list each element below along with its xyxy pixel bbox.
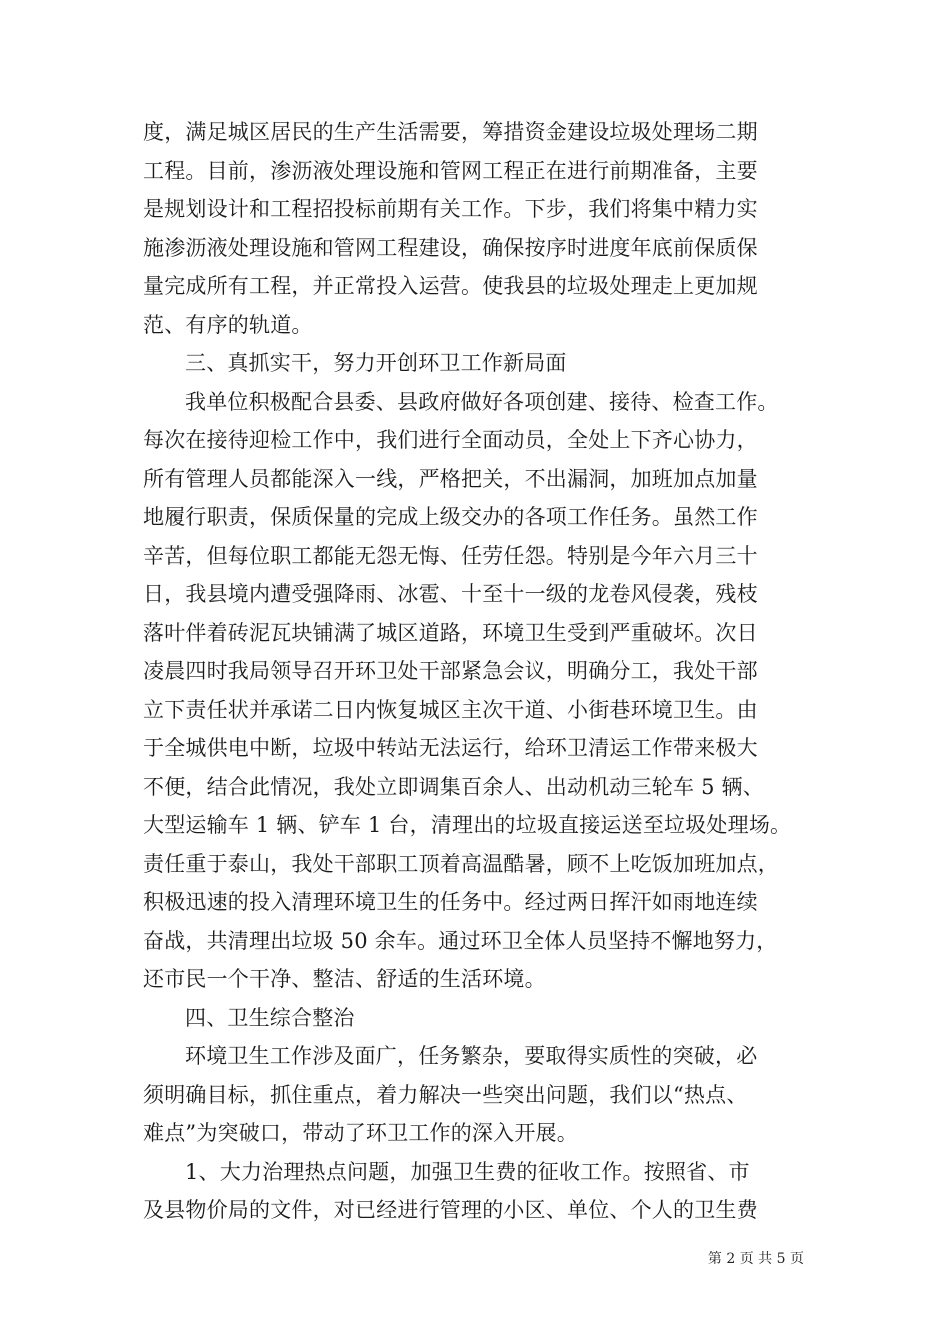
text-line: 环境卫生工作涉及面广，任务繁杂，要取得实质性的突破，必	[185, 1044, 758, 1068]
text-line: 地履行职责，保质保量的完成上级交办的各项工作任务。虽然工作	[143, 505, 758, 529]
text-line: 大型运输车 1 辆、铲车 1 台，清理出的垃圾直接运送至垃圾处理场。	[143, 813, 792, 837]
text-line: 日，我县境内遭受强降雨、冰雹、十至十一级的龙卷风侵袭，残枝	[143, 582, 758, 606]
text-line: 工程。目前，渗沥液处理设施和管网工程正在进行前期准备，主要	[143, 158, 758, 183]
text-line: 及县物价局的文件，对已经进行管理的小区、单位、个人的卫生费	[143, 1198, 758, 1222]
document-body	[143, 113, 823, 1230]
text-line: 于全城供电中断，垃圾中转站无法运行，给环卫清运工作带来极大	[143, 736, 758, 760]
text-line: 所有管理人员都能深入一线，严格把关，不出漏洞，加班加点加量	[143, 466, 758, 491]
section-heading: 四、卫生综合整治	[185, 1005, 355, 1030]
text-line: 责任重于泰山，我处干部职工顶着高温酷暑，顾不上吃饭加班加点，	[143, 851, 779, 876]
text-line: 度，满足城区居民的生产生活需要，筹措资金建设垃圾处理场二期	[143, 120, 758, 144]
text-line: 凌晨四时我局领导召开环卫处干部紧急会议，明确分工，我处干部	[143, 659, 758, 683]
text-line: 难点”为突破口，带动了环卫工作的深入开展。	[143, 1121, 578, 1145]
text-line: 辛苦，但每位职工都能无怨无悔、任劳任怨。特别是今年六月三十	[143, 543, 758, 568]
text-line: 须明确目标，抓住重点，着力解决一些突出问题，我们以“热点、	[143, 1082, 748, 1107]
text-line: 我单位积极配合县委、县政府做好各项创建、接待、检查工作。	[185, 389, 779, 414]
text-line: 是规划设计和工程招投标前期有关工作。下步，我们将集中精力实	[143, 197, 758, 221]
text-line: 量完成所有工程，并正常投入运营。使我县的垃圾处理走上更加规	[143, 274, 758, 298]
text-line: 1、大力治理热点问题，加强卫生费的征收工作。按照省、市	[185, 1159, 750, 1184]
text-line: 不便，结合此情况，我处立即调集百余人、出动机动三轮车 5 辆、	[143, 774, 764, 799]
text-line: 立下责任状并承诺二日内恢复城区主次干道、小街巷环境卫生。由	[143, 697, 758, 722]
text-line: 落叶伴着砖泥瓦块铺满了城区道路，环境卫生受到严重破坏。次日	[143, 620, 758, 645]
section-heading: 三、真抓实干，努力开创环卫工作新局面	[185, 351, 567, 375]
text-line: 积极迅速的投入清理环境卫生的任务中。经过两日挥汗如雨地连续	[143, 890, 758, 914]
text-line: 还市民一个干净、整洁、舒适的生活环境。	[143, 967, 546, 991]
text-line: 每次在接待迎检工作中，我们进行全面动员，全处上下齐心协力，	[143, 428, 758, 452]
text-line: 范、有序的轨道。	[143, 312, 313, 337]
text-line: 奋战，共清理出垃圾 50 余车。通过环卫全体人员坚持不懈地努力，	[143, 928, 778, 953]
text-line: 施渗沥液处理设施和管网工程建设，确保按序时进度年底前保质保	[143, 235, 758, 260]
page-number: 第 2 页 共 5 页	[707, 1251, 804, 1267]
